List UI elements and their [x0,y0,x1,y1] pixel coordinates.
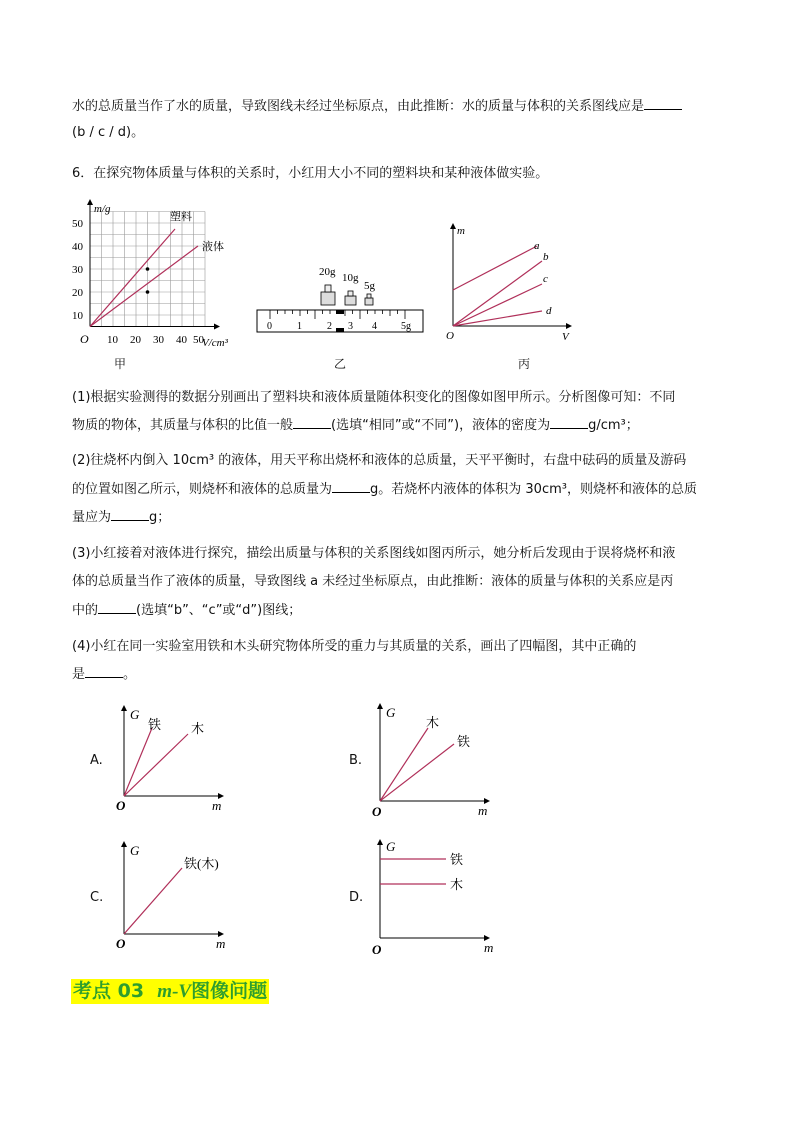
x-axis-label: m [478,803,488,818]
line-a [453,246,537,290]
weight-5g [365,294,373,305]
x-axis-label: V [562,331,569,343]
answer-blank [644,97,682,110]
intro-line-1: 水的总质量当作了水的质量，导致图线未经过坐标原点，由此推断：水的质量与体积的关系图线应是 [72,97,682,116]
sub-question-3-line-2: 体的总质量当作了液体的质量，导致图线 a 未经过坐标原点，由此推断：液体的质量与体积的关系应是丙 [72,574,674,589]
x-tick-label: 20 [130,334,141,346]
y-tick-label: 40 [72,241,83,253]
wood-label: 木 [426,715,440,730]
sub-question-2-line-2: 的位置如图乙所示，则烧杯和液体的总质量为 g。若烧杯内液体的体积为 30cm³，则烧杯和液体的总质 [72,482,697,497]
x-tick-label: 30 [153,334,164,346]
plastic-line [90,229,175,327]
answer-blank [111,508,149,521]
sub-question-4-line-2: 是 。 [72,667,137,682]
scale-number: 5g [401,321,411,332]
line-c [453,284,542,326]
rider-top [336,310,344,314]
option-a-label: A. [90,753,103,768]
scale-number: 0 [267,321,272,332]
figure-jia-graph [68,198,246,356]
option-d-graph [368,836,496,958]
sub-question-1-line-2: 物质的物体，其质量与体积的比值一般 (选填“相同”或“不同”)，液体的密度为 g/cm³； [72,418,639,433]
sub-question-1-line-1: (1)根据实验测得的数据分别画出了塑料块和液体质量随体积变化的图像如图甲所示。分析图像可知：不同 [72,390,676,405]
weight-label: 20g [319,266,336,278]
x-axis-label: m [484,940,494,955]
iron-wood-label: 铁(木) [184,856,219,871]
origin-label: O [372,942,382,957]
line-b [453,261,542,326]
x-axis-arrow [214,324,220,330]
intro-line-2: (b / c / d)。 [72,125,145,140]
line-d [453,311,542,326]
sub-question-2-line-3: 量应为 g； [72,510,171,525]
y-tick-label: 30 [72,264,83,276]
y-axis-label: m [457,225,465,237]
origin-label: O [116,936,126,951]
y-axis-arrow [87,199,93,205]
x-tick-label: 50 [193,334,204,346]
option-a-graph [112,702,230,814]
y-axis-label: G [130,843,140,858]
origin-label: O [372,804,382,819]
wood-line [380,728,428,801]
iron-line [380,744,454,801]
x-axis-label: m [216,936,226,951]
liquid-label: 液体 [202,241,224,253]
figure-bing-caption: 丙 [518,357,531,371]
section-heading: 考点 03 m-V图像问题 [73,980,268,1002]
answer-blank [332,480,370,493]
sub-question-3-line-3: 中的 (选填“b”、“c”或“d”)图线； [72,603,302,618]
y-axis-label: m/g [94,203,111,215]
option-d-label: D. [349,890,364,905]
option-b-graph [368,700,496,820]
x-axis-label: m [212,798,222,813]
line-label-c: c [543,273,548,285]
plastic-point [146,267,150,271]
y-axis-label: G [386,839,396,854]
x-axis-arrow [566,323,572,329]
sub-question-3-line-1: (3)小红接着对液体进行探究，描绘出质量与体积的关系图线如图丙所示，她分析后发现由于误将烧杯和液 [72,546,676,561]
rider-bottom [336,328,344,332]
y-axis-arrow [377,839,383,845]
y-axis-label: G [386,705,396,720]
scale-number: 4 [372,321,377,332]
origin-label: O [80,332,89,346]
line-label-a: a [534,240,540,252]
iron-label: 铁 [148,717,162,732]
scale-number: 3 [348,321,353,332]
y-tick-label: 50 [72,218,83,230]
figure-jia-caption: 甲 [114,357,127,371]
option-c-graph [112,838,242,952]
figure-yi-balance [255,262,427,336]
plastic-label: 塑料 [170,211,192,223]
y-axis-arrow [450,223,456,229]
wood-label: 木 [450,877,464,892]
sub-question-4-line-1: (4)小红在同一实验室用铁和木头研究物体所受的重力与其质量的关系，画出了四幅图，其中正确的 [72,639,637,654]
weight-10g [345,291,356,305]
y-tick-label: 20 [72,287,83,299]
answer-blank [293,416,331,429]
answer-blank [98,601,136,614]
origin-label: O [446,330,454,342]
iron-line [124,728,152,796]
y-axis-arrow [121,841,127,847]
y-axis-label: G [130,707,140,722]
wood-label: 木 [191,721,205,736]
sub-question-2-line-1: (2)往烧杯内倒入 10cm³ 的液体，用天平称出烧杯和液体的总质量，天平平衡时，右盘中砝码的质量及游码 [72,453,687,468]
weight-label: 5g [364,280,375,292]
scale-number: 1 [297,321,302,332]
y-axis-arrow [377,703,383,709]
wood-line [124,734,188,796]
question-6-stem: 6．在探究物体质量与体积的关系时，小红用大小不同的塑料块和某种液体做实验。 [72,166,549,181]
figure-yi-caption: 乙 [334,357,347,371]
iron-label: 铁 [450,852,464,867]
iron-wood-line [124,868,182,934]
y-axis-arrow [121,705,127,711]
x-tick-label: 40 [176,334,187,346]
iron-label: 铁 [457,734,471,749]
answer-blank [85,665,123,678]
x-tick-label: 10 [107,334,118,346]
origin-label: O [116,798,126,813]
x-axis-label: V/cm³ [202,337,228,349]
weight-20g [321,285,335,305]
line-label-b: b [543,251,549,263]
y-tick-label: 10 [72,310,83,322]
line-label-d: d [546,305,552,317]
option-b-label: B. [349,753,363,768]
scale-number: 2 [327,321,332,332]
figure-bing-graph [444,222,576,348]
answer-blank [550,416,588,429]
weight-label: 10g [342,272,359,284]
option-c-label: C. [90,890,104,905]
liquid-point [146,290,150,294]
